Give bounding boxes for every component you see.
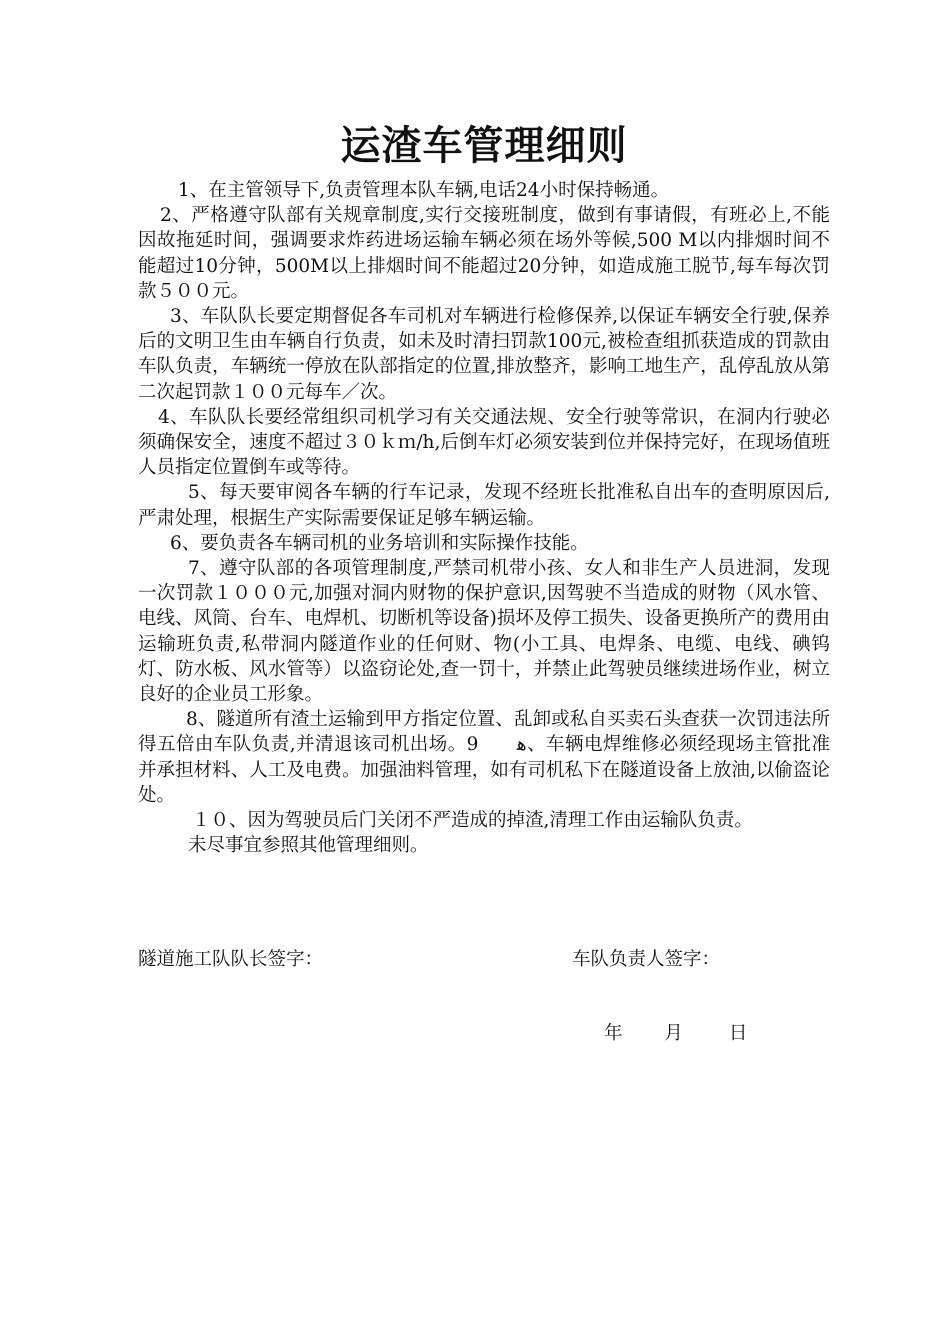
clause-1: 1、在主管领导下,负责管理本队车辆,电话24小时保持畅通。	[178, 180, 670, 201]
tunnel-team-leader-signature-label: 隧道施工队队长签字：	[138, 949, 324, 970]
clause-5: 5、每天要审阅各车辆的行车记录，发现不经班长批准私自出车的查明原因后,严肃处理，根据生产实际需要保证足够车辆运输。	[138, 482, 830, 529]
clause-7: 7、遵守队部的各项管理制度,严禁司机带小孩、女人和非生产人员进洞，发现一次罚款１０００元,加强对洞内财物的保护意识,因驾驶不当造成的财物（风水管、电线、风筒、台车、电焊机、切断机等设备)损坏及停工损失、设备更换所产的费用由运输班负责,私带洞内隧道作业的任何财、物(小工具、电焊条、电缆、电线、碘钨灯、防水板、风水管等）以盗窃论处,查一罚十，并禁止此驾驶员继续进场作业，树立良好的企业员工形象。	[138, 558, 830, 706]
clause-3: 3、车队队长要定期督促各车司机对车辆进行检修保养,以保证车辆安全行驶,保养后的文明卫生由车辆自行负责，如未及时清扫罚款100元,被检查组抓获造成的罚款由车队负责，车辆统一停放在队部指定的位置,排放整齐，影响工地生产，乱停乱放从第二次起罚款１００元每车／次。	[138, 306, 830, 403]
clause-4: 4、车队队长要经常组织司机学习有关交通法规、安全行驶等常识，在洞内行驶必须确保安全，速度不超过３０ｋｍ/h,后倒车灯必须安装到位并保持完好，在现场值班人员指定位置倒车或等待。	[138, 406, 830, 479]
date-day-label: 日	[728, 1023, 748, 1044]
date-month-label: 月	[664, 1023, 683, 1044]
document-body	[138, 118, 830, 858]
date-year-label: 年	[604, 1023, 623, 1044]
document-title: 运渣车管理细则	[340, 123, 628, 169]
clause-8-9: 8、隧道所有渣土运输到甲方指定位置、乱卸或私自买卖石头查获一次罚违法所得五倍由车队负责,并清退该司机出场。9 ﻫ、车辆电焊维修必须经现场主管批准并承担材料、人工及电费。加强油料管理，如有司机私下在隧道设备上放油,以偷盗论处。	[138, 709, 830, 806]
date-line	[604, 1021, 747, 1046]
fleet-manager-signature-label: 车队负责人签字：	[572, 949, 721, 970]
clause-2: 2、严格遵守队部有关规章制度,实行交接班制度，做到有事请假，有班必上,不能因故拖延时间，强调要求炸药进场运输车辆必须在场外等候,500 M以内排烟时间不能超过10分钟，500M以上排烟时间不能超过20分钟，如造成施工脱节,每车每次罚款５００元。	[138, 205, 830, 302]
closing-note: 未尽事宜参照其他管理细则。	[188, 835, 429, 857]
clause-10: １０、因为驾驶员后门关闭不严造成的掉渣,清理工作由运输队负责。	[192, 810, 753, 832]
clause-6: 6、要负责各车辆司机的业务培训和实际操作技能。	[170, 532, 589, 554]
